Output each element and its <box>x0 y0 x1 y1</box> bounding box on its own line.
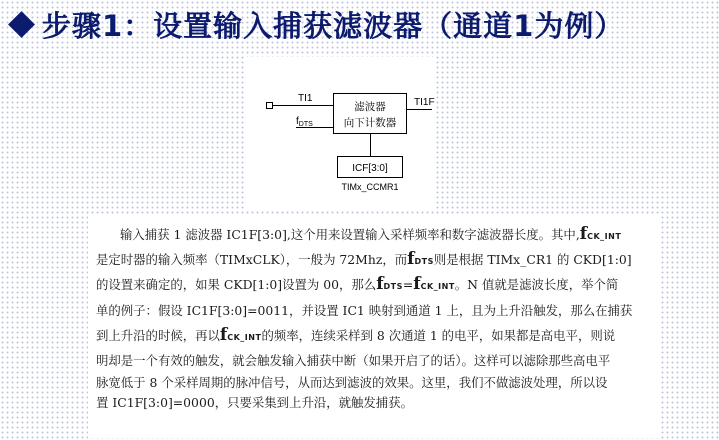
filter-block-diagram <box>246 57 435 210</box>
slide-title-text: 步骤1：设置输入捕获滤波器（通道1为例） <box>42 8 625 43</box>
text-line-3: 的设置来确定的，如果 CKD[1:0]设置为 00，那么fDTS=fCK_INT。N 值就是滤波长度，举个简 <box>96 274 619 295</box>
slide-title <box>6 2 624 46</box>
text-line-6: 明却是一个有效的触发，就会触发输入捕获中断（如果开启了的话）。这样可以滤除那些高电平 <box>96 352 611 368</box>
text-line-5: 到上升沿的时候，再以fCK_INT的频率，连续采样到 8 次通道 1 的电平，如果都是高电平，则说 <box>96 324 616 345</box>
description-paragraph <box>96 222 652 413</box>
text-line-8: 置 IC1F[3:0]=0000，只要采集到上升沿，就触发捕获。 <box>96 395 413 411</box>
diamond-bullet-icon <box>6 9 36 39</box>
description-panel <box>88 216 660 438</box>
output-label-ti1f: TI1F <box>414 97 435 108</box>
icf-register-label: ICF[3:0] <box>352 163 388 174</box>
text-line-4: 单的例子：假设 IC1F[3:0]=0011，并设置 IC1 映射到通道 1 上，且为上升沿触发，那么在捕获 <box>96 302 633 318</box>
input-pin-box <box>267 103 273 109</box>
text-line-1: 输入捕获 1 滤波器 IC1F[3:0],这个用来设置输入采样频率和数字滤波器长度。其中,fCK_INT <box>120 224 622 244</box>
input-label-ti1: TI1 <box>298 93 313 104</box>
text-line-7: 脉宽低于 8 个采样周期的脉冲信号，从而达到滤波的效果。这里，我们不做滤波处理，所以设 <box>96 375 608 391</box>
register-caption: TIMx_CCMR1 <box>341 182 399 192</box>
fdts-label: $f_{DTS}$ <box>296 116 313 128</box>
filter-box-line1: 滤波器 <box>354 101 386 113</box>
text-line-2: 是定时器的输入频率（TIMxCLK），一般为 72Mhz，而fDTS则是根据 TIMx_CR1 的 CKD[1:0] <box>96 249 632 270</box>
filter-box-line2: 向下计数器 <box>343 117 397 129</box>
filter-diagram-svg <box>246 57 435 210</box>
